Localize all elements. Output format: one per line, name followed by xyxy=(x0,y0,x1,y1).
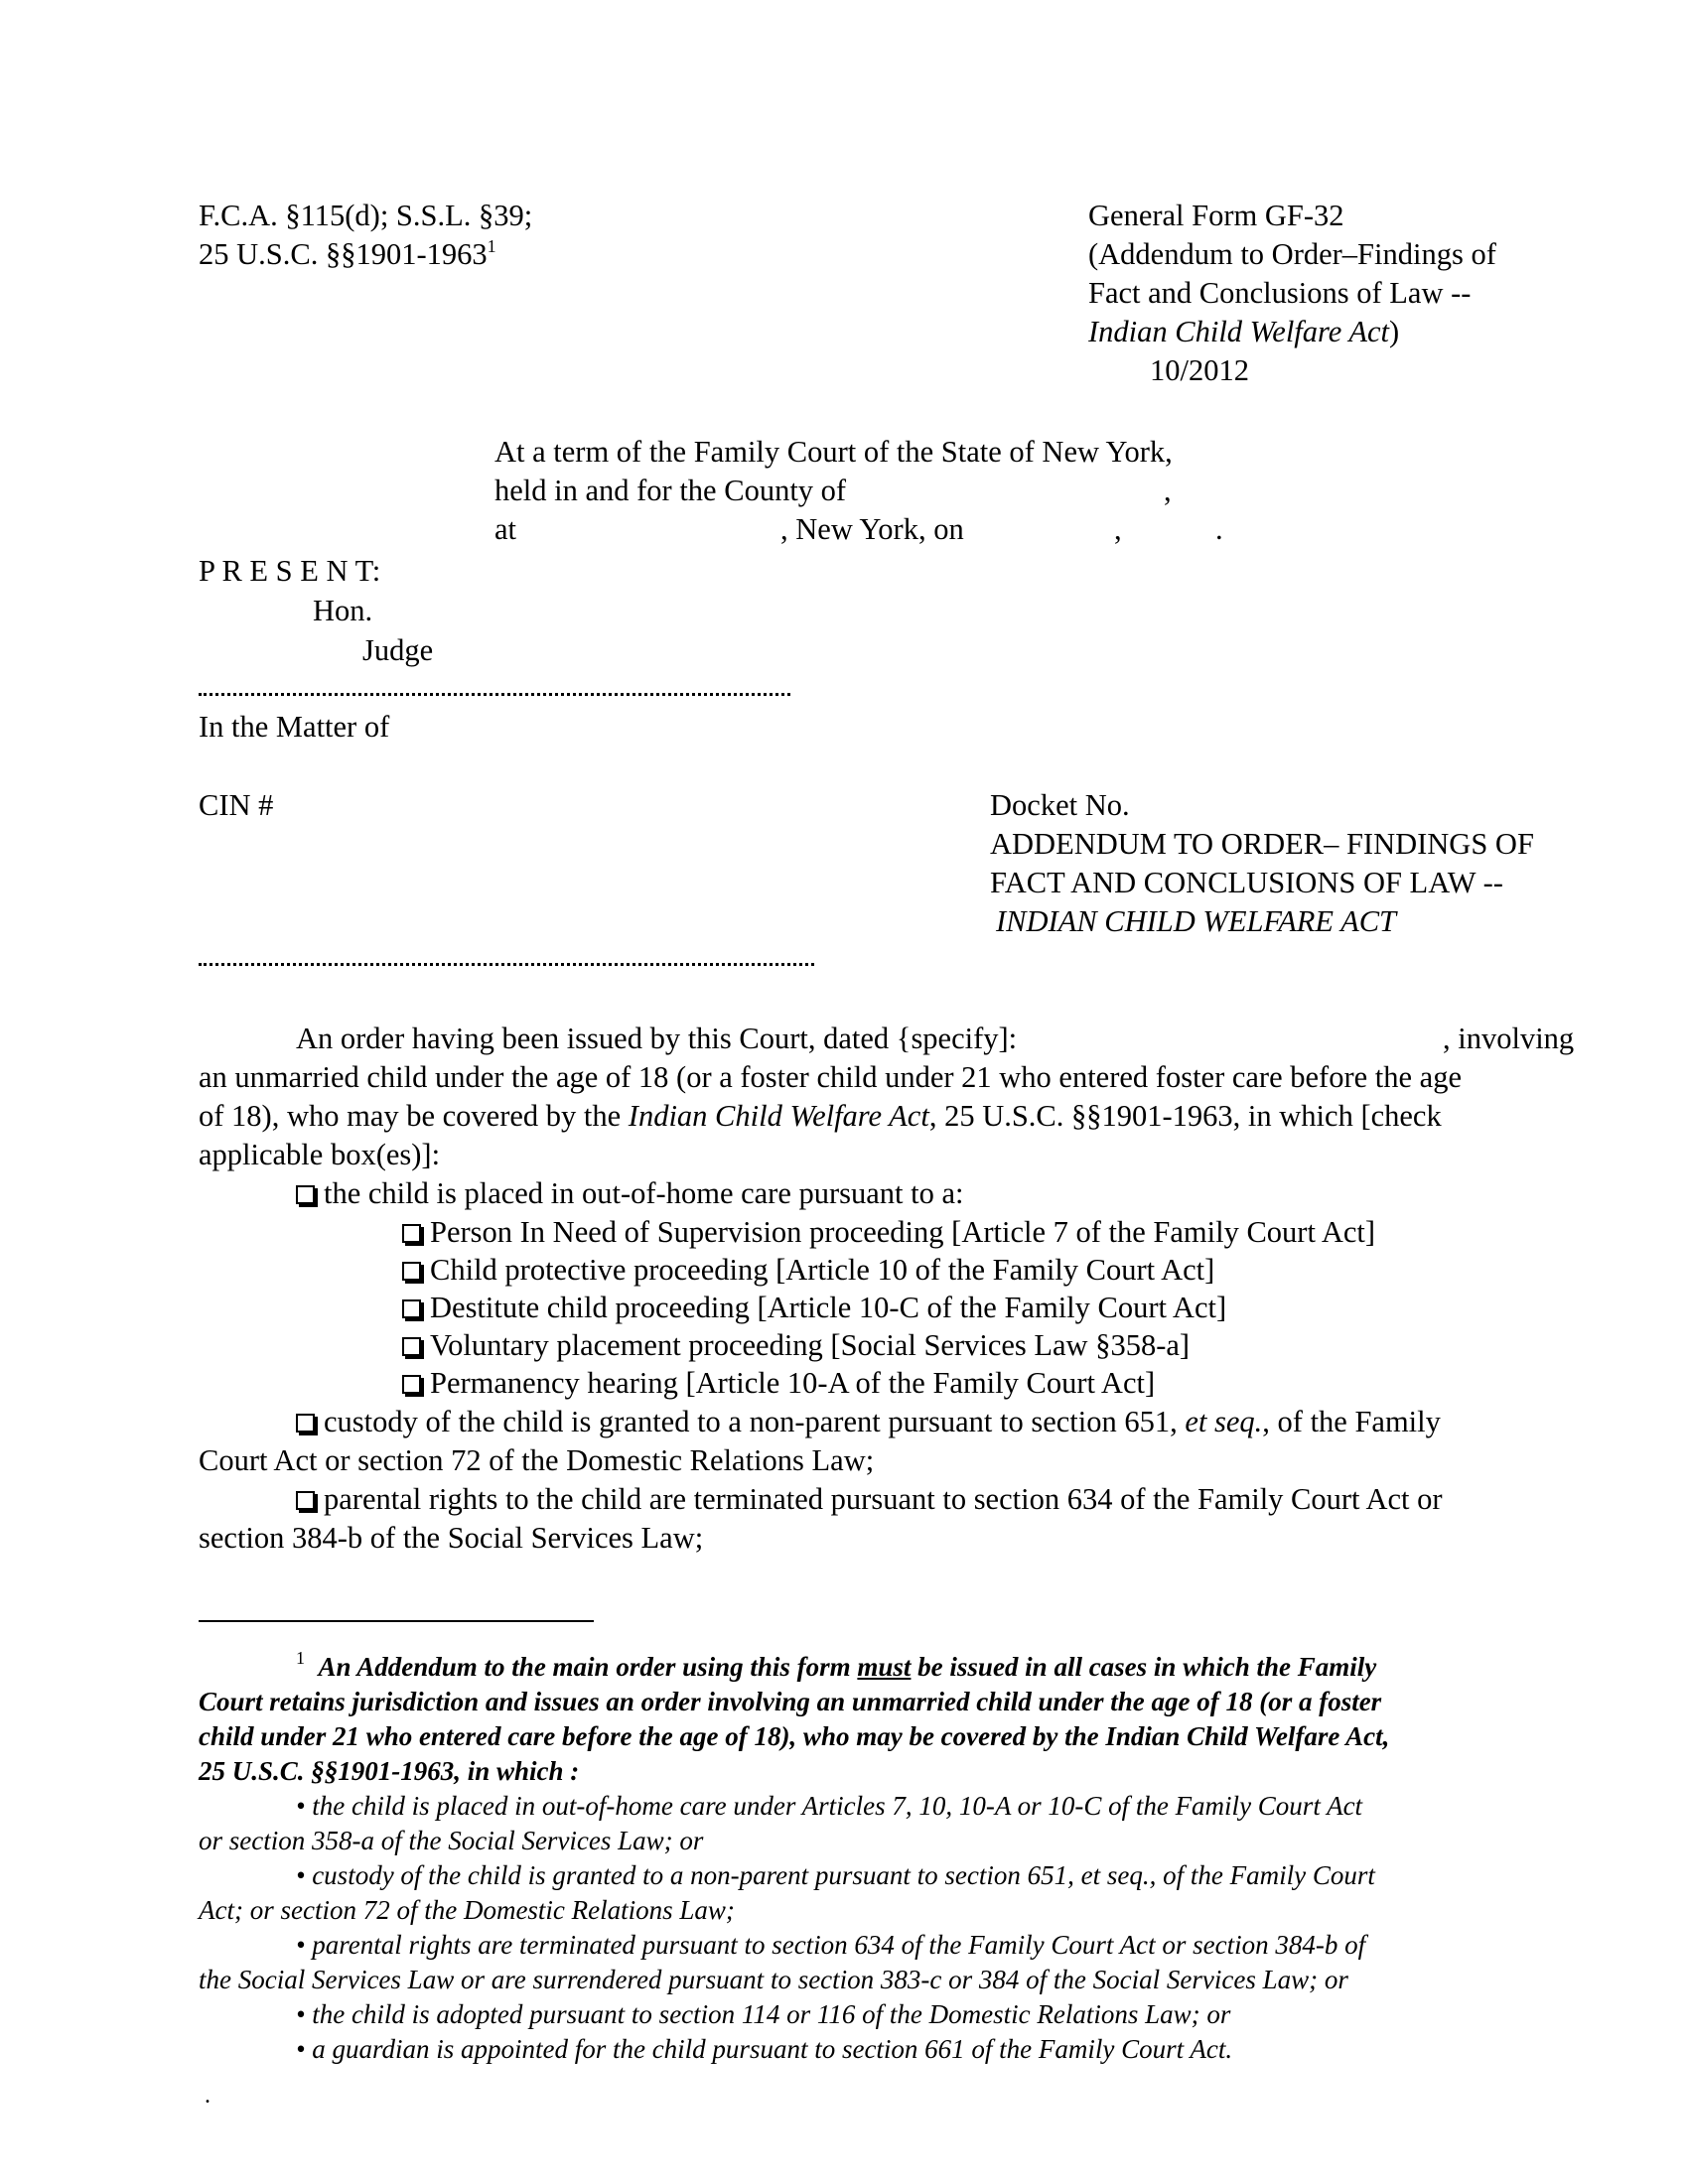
intro-dated-text: An order having been issued by this Court, dated {specify]: xyxy=(296,1022,1018,1055)
addendum-title-line3: INDIAN CHILD WELFARE ACT xyxy=(996,904,1397,938)
caption-separator-bottom xyxy=(199,963,814,966)
sub-option-child-protective-label: Child protective proceeding [Article 10 of the Family Court Act] xyxy=(430,1253,1215,1287)
sub-option-child-protective xyxy=(402,1251,1214,1290)
option-terminated-label: parental rights to the child are terminated pursuant to section 634 of the Family Court Act or xyxy=(324,1482,1443,1516)
option-custody-line2: Court Act or section 72 of the Domestic Relations Law; xyxy=(199,1443,875,1477)
footnote-bullet2-line2: Act; or section 72 of the Domestic Relations Law; xyxy=(199,1895,735,1925)
form-desc-line2: Fact and Conclusions of Law -- xyxy=(1088,276,1472,310)
option-custody-label-end: , of the Family xyxy=(1262,1405,1441,1438)
judge-label: Judge xyxy=(362,633,434,667)
form-desc-close-paren: ) xyxy=(1389,315,1400,348)
court-county-comma: , xyxy=(1164,474,1172,507)
option-placed xyxy=(296,1174,964,1213)
sub-option-permanency xyxy=(402,1364,1155,1403)
option-custody-et-seq: et seq. xyxy=(1185,1405,1263,1438)
checkbox-terminated[interactable] xyxy=(296,1491,315,1510)
intro-line3 xyxy=(199,1097,1442,1136)
intro-act-name: Indian Child Welfare Act xyxy=(628,1099,929,1133)
court-county-label: held in and for the County of xyxy=(494,474,847,507)
option-terminated xyxy=(296,1480,1443,1519)
intro-line3-end: , 25 U.S.C. §§1901-1963, in which [check xyxy=(928,1099,1442,1133)
option-terminated-line2: section 384-b of the Social Services Law; xyxy=(199,1521,704,1555)
footnote-bold-line2: Court retains jurisdiction and issues an order involving an unmarried child under the age of 18 (or a foster xyxy=(199,1687,1382,1716)
form-date: 10/2012 xyxy=(1150,353,1249,387)
checkbox-placed[interactable] xyxy=(296,1185,315,1204)
footnote-bullet5: • a guardian is appointed for the child pursuant to section 661 of the Family Court Act. xyxy=(296,2034,1233,2064)
footnote-bold-line3: child under 21 who entered care before the age of 18), who may be covered by the Indian Child Welfare Act, xyxy=(199,1721,1390,1751)
intro-involving-text: , involving xyxy=(1443,1022,1575,1055)
footnote-must: must xyxy=(857,1652,912,1682)
checkbox-pins[interactable] xyxy=(402,1224,421,1243)
checkbox-voluntary[interactable] xyxy=(402,1337,421,1356)
form-desc-line3 xyxy=(1088,313,1399,351)
footnote-bullet4: • the child is adopted pursuant to section 114 or 116 of the Domestic Relations Law; or xyxy=(296,1999,1231,2029)
court-date-period: . xyxy=(1215,512,1223,546)
sub-option-permanency-label: Permanency hearing [Article 10-A of the Family Court Act] xyxy=(430,1366,1156,1400)
form-id: General Form GF-32 xyxy=(1088,199,1344,232)
footnote-separator xyxy=(199,1620,594,1622)
caption-separator-top xyxy=(199,693,790,696)
docket-label: Docket No. xyxy=(990,788,1130,822)
option-placed-label: the child is placed in out-of-home care pursuant to a: xyxy=(324,1176,964,1210)
checkbox-destitute[interactable] xyxy=(402,1299,421,1318)
court-term-line1: At a term of the Family Court of the State of New York, xyxy=(494,435,1173,469)
footnote-bold-start: An Addendum to the main order using this form xyxy=(318,1652,858,1682)
checkbox-custody[interactable] xyxy=(296,1414,315,1433)
footnote-bullet3-line1: • parental rights are terminated pursuant to section 634 of the Family Court Act or section 384-b of xyxy=(296,1930,1366,1960)
sub-option-destitute-label: Destitute child proceeding [Article 10-C of the Family Court Act] xyxy=(430,1291,1227,1324)
trailing-mark: . xyxy=(205,2083,211,2109)
sub-option-voluntary-label: Voluntary placement proceeding [Social Services Law §358-a] xyxy=(430,1328,1191,1362)
hon-label: Hon. xyxy=(313,594,373,627)
footnote-bullet2-line1: • custody of the child is granted to a non-parent pursuant to section 651, et seq., of the Family Court xyxy=(296,1860,1375,1890)
court-date-comma: , xyxy=(1114,512,1122,546)
intro-line3-start: of 18), who may be covered by the xyxy=(199,1099,629,1133)
addendum-title-line1: ADDENDUM TO ORDER– FINDINGS OF xyxy=(990,827,1534,861)
checkbox-permanency[interactable] xyxy=(402,1375,421,1394)
checkbox-child-protective[interactable] xyxy=(402,1262,421,1281)
footnote-bullet3-line2: the Social Services Law or are surrendered pursuant to section 383-c or 384 of the Social Services Law; or xyxy=(199,1965,1348,1994)
court-ny-on-label: , New York, on xyxy=(780,512,964,546)
footnote-reference: 1 xyxy=(487,236,496,256)
option-custody-label-start: custody of the child is granted to a non-parent pursuant to section 651, xyxy=(324,1405,1186,1438)
footnote-bold-end: be issued in all cases in which the Family xyxy=(911,1652,1377,1682)
option-custody xyxy=(296,1403,1441,1441)
statute-citation-text: 25 U.S.C. §§1901-1963 xyxy=(199,237,488,271)
footnote-bullet1-line1: • the child is placed in out-of-home care under Articles 7, 10, 10-A or 10-C of the Family Court Act xyxy=(296,1791,1363,1821)
footnote-line1 xyxy=(296,1650,1376,1685)
sub-option-voluntary xyxy=(402,1326,1190,1365)
addendum-title-line2: FACT AND CONCLUSIONS OF LAW -- xyxy=(990,866,1503,899)
footnote-bullet1-line2: or section 358-a of the Social Services Law; or xyxy=(199,1826,704,1855)
sub-option-pins-label: Person In Need of Supervision proceeding [Article 7 of the Family Court Act] xyxy=(430,1215,1376,1249)
cin-label: CIN # xyxy=(199,788,274,822)
intro-line4: applicable box(es)]: xyxy=(199,1138,441,1171)
footnote-number: 1 xyxy=(296,1648,305,1668)
court-at-label: at xyxy=(494,512,517,546)
statute-citation-line2 xyxy=(199,235,496,274)
statute-citation-line1: F.C.A. §115(d); S.S.L. §39; xyxy=(199,199,533,232)
intro-line2: an unmarried child under the age of 18 (or a foster child under 21 who entered foster care before the age xyxy=(199,1060,1462,1094)
matter-label: In the Matter of xyxy=(199,710,390,744)
form-desc-act-name: Indian Child Welfare Act xyxy=(1088,315,1390,348)
form-desc-line1: (Addendum to Order–Findings of xyxy=(1088,237,1496,271)
sub-option-destitute xyxy=(402,1289,1226,1327)
footnote-bold-line4: 25 U.S.C. §§1901-1963, in which : xyxy=(199,1756,580,1786)
present-label: P R E S E N T: xyxy=(199,554,381,588)
sub-option-pins xyxy=(402,1213,1375,1252)
